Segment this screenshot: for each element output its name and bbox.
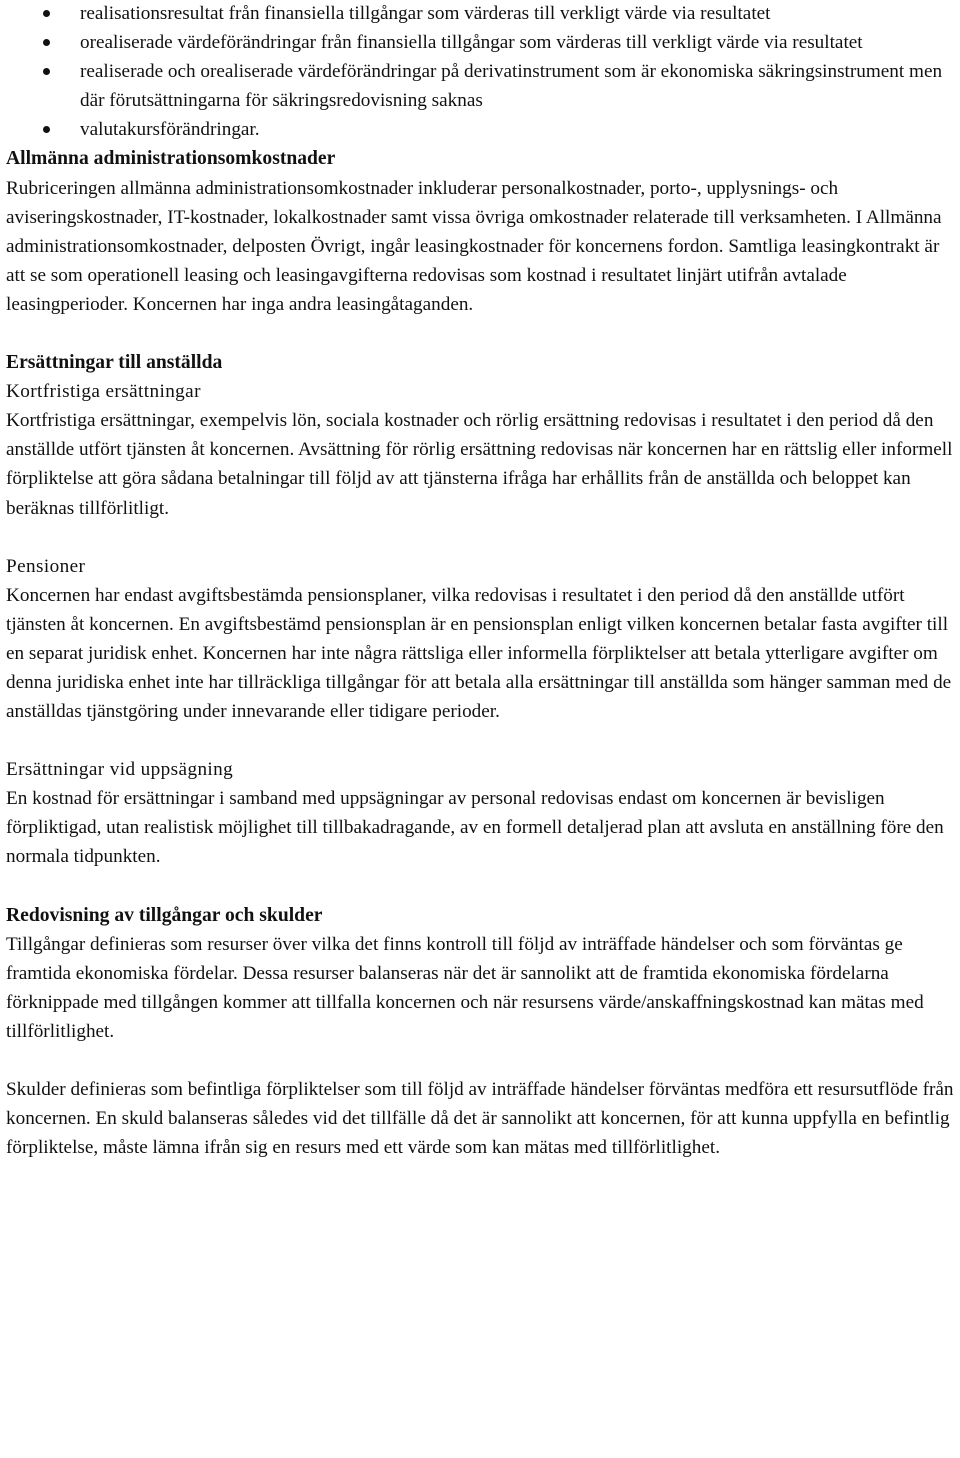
subheading-pensions: Pensioner bbox=[6, 555, 86, 577]
section-heading-admin: Allmänna administrationsomkostnader bbox=[6, 148, 336, 170]
termination-paragraph: En kostnad för ersättningar i samband med uppsägningar av personal redovisas endast om koncernen är bevisligen förpliktigad, utan realistisk möjlighet till tillbakadragande, av en formell detaljerad plan att avsluta en anställning före den normala tidpunkten. bbox=[6, 788, 944, 868]
list-item bbox=[6, 28, 954, 57]
list-item bbox=[6, 115, 954, 144]
bullet-icon bbox=[43, 39, 50, 46]
assets-paragraph: Tillgångar definieras som resurser över vilka det finns kontroll till följd av inträffade händelser och som förväntas ge framtida ekonomiska fördelar. Dessa resurser balanseras när det är sannolikt att de framtida ekonomiska fördelarna förknippade med tillgången kommer att tillfalla koncernen och när resursens värde/anskaffningskostnad kan mätas med tillförlitlighet. bbox=[6, 933, 924, 1042]
subheading-termination: Ersättningar vid uppsägning bbox=[6, 759, 234, 781]
section-heading-employees: Ersättningar till anställda bbox=[6, 352, 223, 374]
list-item-text: orealiserade värdeförändringar från finansiella tillgångar som värderas till verkligt värde via resultatet bbox=[80, 32, 863, 54]
bullet-icon bbox=[43, 68, 50, 75]
list-item bbox=[6, 0, 954, 28]
section-heading-assets-liabilities: Redovisning av tillgångar och skulder bbox=[6, 904, 323, 926]
list-item-text: valutakursförändringar. bbox=[80, 119, 260, 141]
subheading-short-term: Kortfristiga ersättningar bbox=[6, 381, 201, 403]
list-item bbox=[6, 57, 954, 115]
list-item-text: realisationsresultat från finansiella tillgångar som värderas till verkligt värde via resultatet bbox=[80, 3, 771, 24]
bullet-icon bbox=[43, 10, 50, 17]
bullet-list bbox=[6, 0, 954, 144]
pensions-paragraph: Koncernen har endast avgiftsbestämda pensionsplaner, vilka redovisas i resultatet i den period då den anställde utfört tjänsten åt koncernen. En avgiftsbestämd pensionsplan är en pensionsplan enligt vilken koncernen betalar fasta avgifter till en separat juridisk enhet. Koncernen har inte några rättsliga eller informella förpliktelser att betala ytterligare avgifter om denna juridiska enhet inte har tillräckliga tillgångar för att betala alla ersättningar till anställda som hänger samman med de anställdas tjänstgöring under innevarande eller tidigare perioder. bbox=[6, 584, 952, 723]
liabilities-paragraph: Skulder definieras som befintliga förpliktelser som till följd av inträffade händelser förväntas medföra ett resursutflöde från koncernen. En skuld balanseras således vid det tillfälle då det är sannolikt att koncernen, för att kunna uppfylla en befintlig förpliktelse, måste lämna ifrån sig en resurs med ett värde som kan mätas med tillförlitlighet. bbox=[6, 1079, 954, 1159]
bullet-icon bbox=[43, 126, 50, 133]
list-item-text: realiserade och orealiserade värdeförändringar på derivatinstrument som är ekonomiska säkringsinstrument men där förutsättningarna för säkringsredovisning saknas bbox=[80, 61, 943, 112]
short-term-paragraph: Kortfristiga ersättningar, exempelvis lön, sociala kostnader och rörlig ersättning redovisas i resultatet i den period då den anställde utfört tjänsten åt koncernen. Avsättning för rörlig ersättning redovisas när koncernen har en rättslig eller informell förpliktelse att göra sådana betalningar till följd av att tjänsterna ifråga har erhållits från de anställda och beloppet kan beräknas tillförlitligt. bbox=[6, 410, 953, 519]
admin-paragraph: Rubriceringen allmänna administrationsomkostnader inkluderar personalkostnader, porto-, upplysnings- och aviseringskostnader, IT-kostnader, lokalkostnader samt vissa övriga omkostnader relaterade till verksamheten. I Allmänna administrationsomkostnader, delposten Övrigt, ingår leasingkostnader för koncernens fordon. Samtliga leasingkontrakt är att se som operationell leasing och leasingavgifterna redovisas som kostnad i resultatet linjärt utifrån avtalade leasingperioder. Koncernen har inga andra leasingåtaganden. bbox=[6, 177, 942, 315]
